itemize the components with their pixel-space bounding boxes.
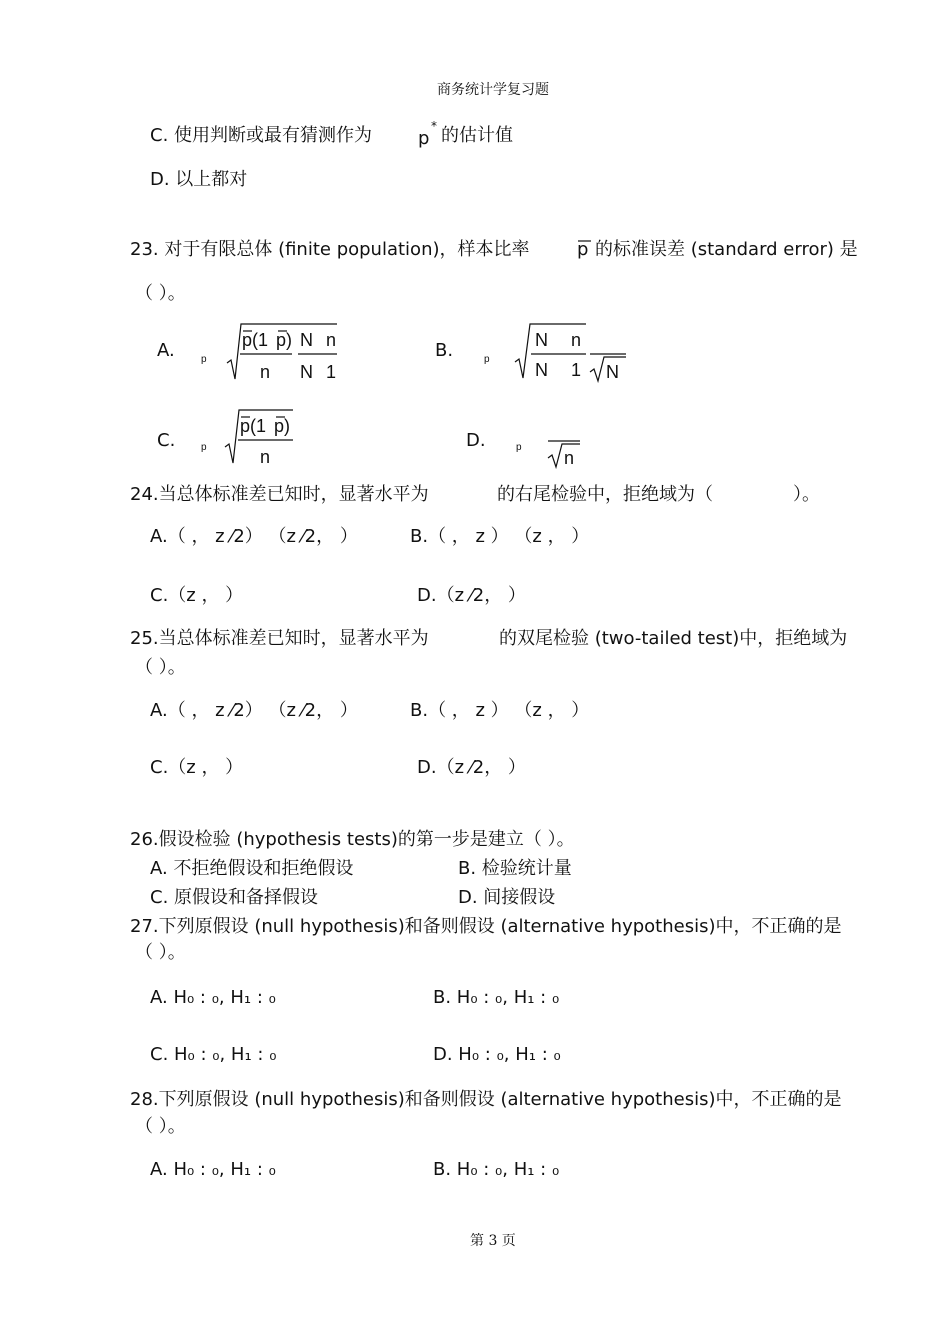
- page-header: 商务统计学复习题: [437, 82, 549, 98]
- q23-a-sigma-sub: p: [201, 354, 207, 365]
- q28-option-b: B. H₀ : ₀, H₁ : ₀: [433, 1159, 560, 1180]
- q26-option-c: C. 原假设和备择假设: [150, 887, 319, 908]
- q27-answer-blank: （ ）。: [135, 942, 186, 963]
- q22-option-c-tail: 的估计值: [441, 125, 513, 146]
- page-footer: 第 3 页: [470, 1233, 516, 1249]
- q27-option-a: A. H₀ : ₀, H₁ : ₀: [150, 987, 276, 1008]
- q23-answer-blank: （ ）。: [135, 283, 186, 304]
- q24-option-c: C.（z ， ）: [150, 585, 244, 606]
- q23-a-den-n: n: [260, 362, 271, 382]
- q25-answer-blank: （ ）。: [135, 657, 186, 678]
- q28-answer-blank: （ ）。: [135, 1116, 186, 1137]
- q24-option-b: B.（ ， z ） （z ， ）: [410, 526, 590, 547]
- q23-b-n: n: [571, 330, 582, 350]
- q23-option-b-label: B.: [435, 340, 454, 361]
- q23-b-1: 1: [571, 360, 582, 380]
- q27-option-c: C. H₀ : ₀, H₁ : ₀: [150, 1044, 277, 1065]
- q23-a-N2: N: [300, 362, 313, 382]
- q23-b-sigma-sub: p: [484, 354, 490, 365]
- q25-option-c: C.（z ， ）: [150, 757, 244, 778]
- q26-option-d: D. 间接假设: [458, 887, 556, 908]
- q27-stem: 27.下列原假设 (null hypothesis)和备则假设 (alternative hypothesis)中，不正确的是: [130, 916, 842, 937]
- q23-a-n: n: [326, 330, 337, 350]
- q22-option-c-symbol: p: [418, 128, 430, 149]
- q23-pbar: p: [577, 239, 589, 260]
- q23-option-d-label: D.: [466, 430, 486, 451]
- q25-stem-b: 的双尾检验 (two-tailed test)中，拒绝域为: [499, 628, 848, 649]
- q23-option-a-label: A.: [157, 340, 175, 361]
- q23-a-num-2: p): [276, 330, 293, 350]
- q26-option-a: A. 不拒绝假设和拒绝假设: [150, 858, 354, 879]
- q24-option-d: D.（z ⁄2， ）: [417, 585, 526, 606]
- q27-option-b: B. H₀ : ₀, H₁ : ₀: [433, 987, 560, 1008]
- q23-c-num-2: p): [274, 416, 291, 436]
- q24-stem-a: 24.当总体标准差已知时，显著水平为: [130, 484, 429, 505]
- q23-b-rootN: N: [606, 362, 619, 382]
- q23-b-N: N: [535, 330, 548, 350]
- q23-a-N: N: [300, 330, 313, 350]
- q26-stem: 26.假设检验 (hypothesis tests)的第一步是建立（ ）。: [130, 829, 575, 850]
- q23-d-sigma-sub: p: [516, 442, 522, 453]
- q25-option-b: B.（ ， z ） （z ， ）: [410, 700, 590, 721]
- q23-a-num-1: p(1: [242, 330, 269, 350]
- q25-option-a: A.（ ， z ⁄2） （z ⁄2， ）: [150, 700, 358, 721]
- q22-option-d: D. 以上都对: [150, 169, 248, 190]
- q26-option-b: B. 检验统计量: [458, 858, 572, 879]
- q23-c-den-n: n: [260, 447, 271, 467]
- q27-option-d: D. H₀ : ₀, H₁ : ₀: [433, 1044, 561, 1065]
- q23-c-num-1: p(1: [240, 416, 267, 436]
- q23-a-1: 1: [326, 362, 337, 382]
- q23-stem: 23. 对于有限总体 (finite population)，样本比率: [130, 239, 530, 260]
- q22-option-c: C. 使用判断或最有猜测作为: [150, 125, 373, 146]
- q23-c-sigma-sub: p: [201, 442, 207, 453]
- q28-stem: 28.下列原假设 (null hypothesis)和备则假设 (alternative hypothesis)中，不正确的是: [130, 1089, 842, 1110]
- q22-option-c-star: *: [431, 119, 437, 133]
- q24-stem-b: 的右尾检验中，拒绝域为（: [497, 484, 713, 505]
- q23-b-N2: N: [535, 360, 548, 380]
- q25-stem-a: 25.当总体标准差已知时，显著水平为: [130, 628, 429, 649]
- q23-option-c-label: C.: [157, 430, 176, 451]
- q24-option-a: A.（ ， z ⁄2） （z ⁄2， ）: [150, 526, 358, 547]
- q25-option-d: D.（z ⁄2， ）: [417, 757, 526, 778]
- q28-option-a: A. H₀ : ₀, H₁ : ₀: [150, 1159, 276, 1180]
- q23-stem-tail: 的标准误差 (standard error) 是: [595, 239, 858, 260]
- q23-d-rootn: n: [564, 448, 575, 468]
- q24-stem-c: ）。: [793, 484, 820, 505]
